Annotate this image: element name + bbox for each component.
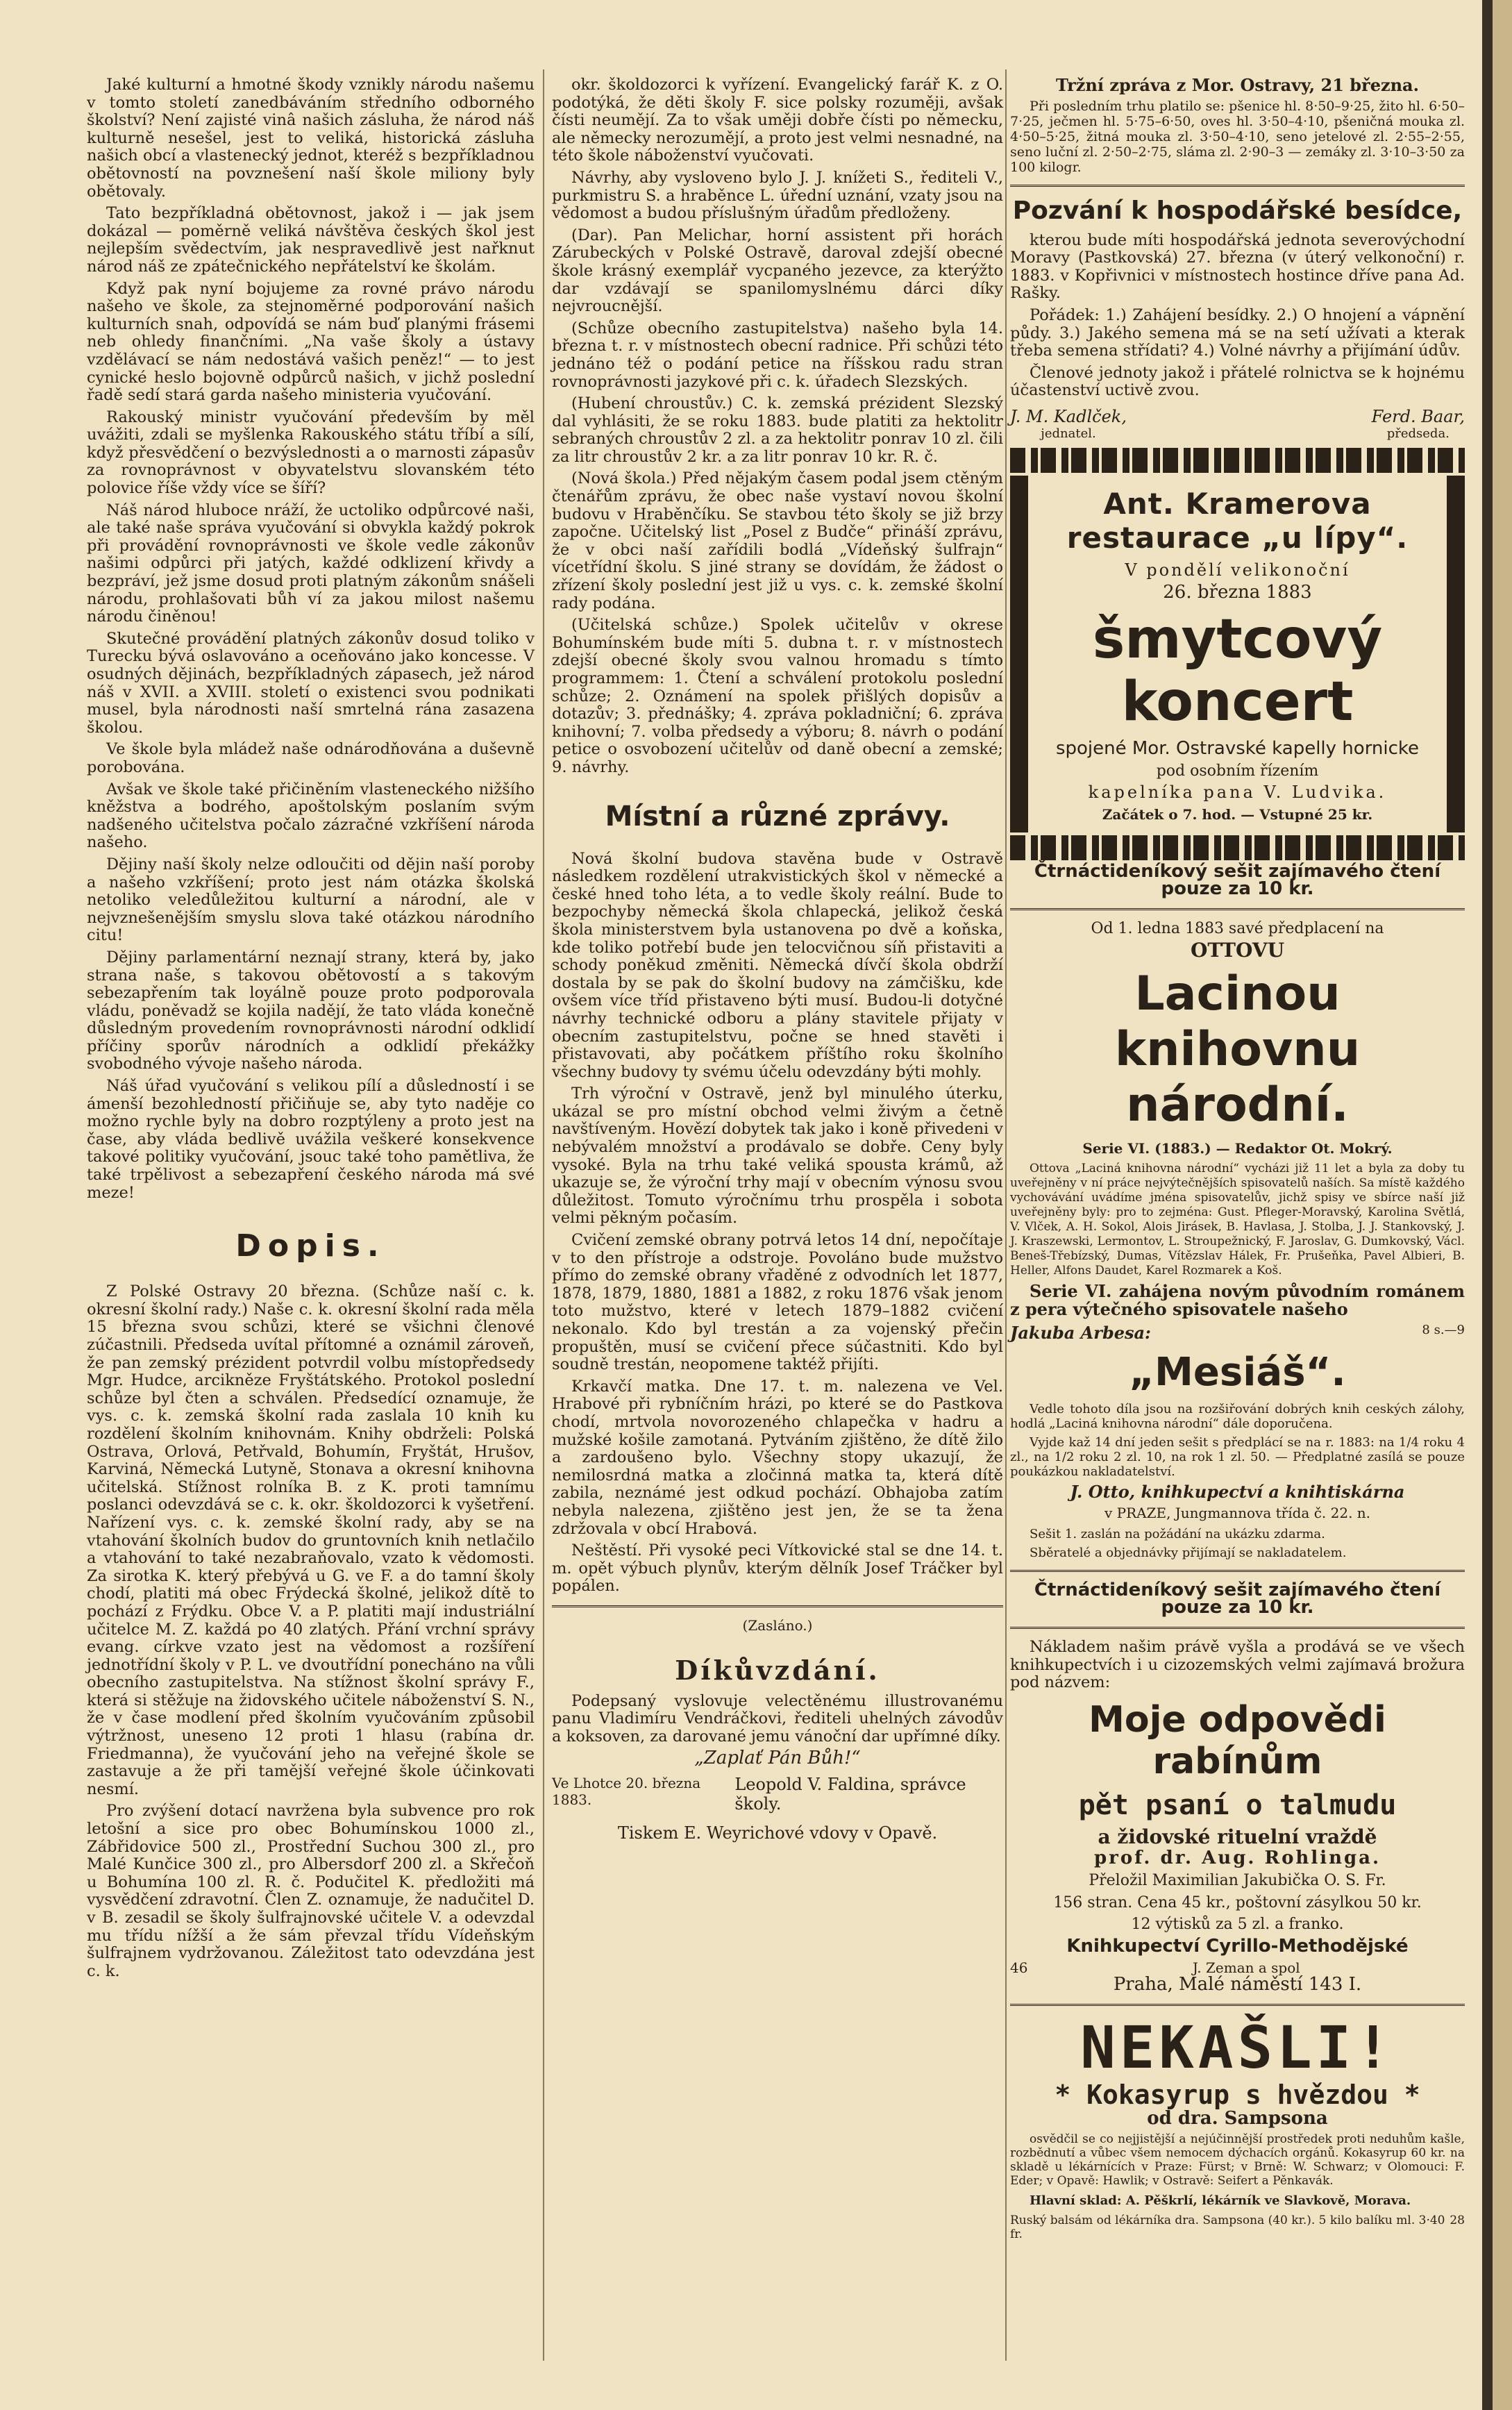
invitation-title: Pozvání k hospodářské besídce, [1012,196,1463,225]
concert-lead: pod osobním řízením [1156,762,1319,780]
section-heading-news: Místní a různé zprávy. [605,800,950,832]
sesit-ad-1: Čtrnáctideníkový sešit zajímavého čtení pouze za 10 kr. [1034,860,1441,900]
printer-line: Tiskem E. Weyrichové vdovy v Opavě. [617,1823,938,1843]
rabin-author: prof. dr. Aug. Rohlinga. [1093,1848,1381,1869]
dikuvzdani-title: Díkůvzdání. [675,1654,880,1686]
article-paragraph: Dějiny naší školy nelze odloučiti od dějin naší poroby a našeho vzkříšení; proto jest nám otázka školská netoliko veledůležitou kulturní a národní, ale v nejvznešenějším smyslu slova také otázkou národního citu! [87,855,535,945]
otto-prices: Vyjde kaž 14 dní jeden sešit s předplácí se na r. 1883: na 1/4 roku 4 zl., na 1/2 roku 2 zl. 10, na rok 1 zl. 50. — Předplatné zasílá se pouze poukázkou nakladatelství. [1010,1434,1465,1479]
divider [552,1605,1003,1607]
otto-author-number: 8 s.—9 [1422,1322,1465,1337]
news-paragraph: Cvičení zemské obrany potrvá letos 14 dní, nepočítaje v to den přístroje a odstroje. Povoláno bude mužstvo přímo do zemské obrany vřaděné z odvodních let 1877, 1878, 1879, 1880, 1881 a 1882, z roku 1876 však jenom toto mužstvo, které v letech 1879–1882 cvičení nekonalo. Kdo byl trestán a za vojenský přečin propuštěn, musí se cvičení přece súčastniti. Kdo byl soudně trestán, neopomene taktéž přijíti. [552,1231,1003,1374]
otto-text: Ottova „Laciná knihovna národní“ vycházi již 11 let a byla za doby tu uveřejněny v ní práce nejvýtečnějších spisovatelů naších. Sa místě každého vychovávání uvádíme jména spisovatelův, jichž spisy ve sbírce naší již uveřejněny byly: pro to zejména: Gust. Pfleger-Moravský, Karolina Světlá, V. Vlček, A. H. Sokol, Alois Jirásek, B. Havlasa, J. Stolba, J. J. Stankovský, J. J. Kraszewski, Lermontov, L. Stroupežnický, F. Jaroslav, G. Dumkovský, Václ. Beneš-Třebízský, Dumas, Vítězslav Hálek, Fr. Prušeňka, Pavel Albieri, B. Heller, Alfons Daudet, Karel Rozmarek a Koš. [1010,1162,1465,1278]
rabin-number: 46 [1010,1959,1028,1977]
otto-firm: J. Otto, knihkupectví a knihtiskárna [1070,1481,1405,1502]
otto-serie-2: Serie VI. zahájena novým původním románem z pera výtečného spisovatele našeho [1010,1281,1465,1320]
rabin-city: Praha, Malé náměstí 143 I. [1113,1974,1362,1995]
news-paragraph: Trh výroční v Ostravě, jenž byl minulého úterku, ukázal se pro místní obchod velmi živým a četně navštíveným. Hovězí dobytek tak jako i koně přivedeni v nebývalém množství a prodávalo se dobře. Ceny byly vysoké. Byla na trhu také veliká spousta krámů, až ukazuje se, že výroční trhy mají v obecním výnosu svou důležitost. Tomuto výročnímu trhu prospěla i sobota velmi pěkným počasím. [552,1085,1003,1228]
concert-restaurant: Ant. Kramerova restaurace „u lípy“. [1066,486,1409,555]
concert-band: spojené Mor. Ostravské kapelly hornicke [1055,738,1420,760]
ornamental-border [1010,448,1465,473]
column-3 [1010,76,1465,2241]
news-paragraph: Nová školní budova stavěna bude v Ostravě následkem rozdělení utrakvistických škol v německé a české hned toho léta, a to vedle školy reální. Bude to bezpochyby německá škola chlapecká, jelikož česká škola ministerstvem byla ustanovena po dvě a koňska, kde toliko potřebí bude jen telocvičnou síň přistaviti a schody poněkud změniti. Německá dívčí škola obdrží dostala by se pak do školní budovy na zámčišku, kde ovšem více tříd přistaveno býti musí. Budou-li dotyčné návrhy technické odboru a plány stavitele přijaty v obecním zastupitelstvu, počne se hned stavěti i přistavovati, aby počátkem příštího roku školního všechny budovy ty svému účelu odevzdány býti mohly. [552,849,1003,1081]
divider [1010,908,1465,910]
kokasyrup-text: osvědčil se co nejjistější a nejúčinnější prostředek proti neduhům kašle, rozbědnutí a vůbec všem nemocem dýchacích orgánů. Kokasyrup 60 kr. na skladě u lékárnících v Praze: Fürst; v Brně: W. Schwarz; v Olomouci: F. Eder; v Opavě: Hawlik; v Ostravě: Seifert a Pěnkavák. [1010,2132,1465,2188]
sesit-ad-2: Čtrnáctideníkový sešit zajímavého čtení pouze za 10 kr. [1034,1579,1441,1618]
column-rule [1005,69,1007,2361]
signature-left: J. M. Kadlček, [1010,406,1127,426]
rabin-intro: Nákladem našim právě vyšla a prodává se ve všech knihkupectvích i u cizozemských velmi zajímavá brožura pod názvem: [1010,1638,1465,1692]
mesias-text: Vedle tohoto díla jsou na rozšiřování dobrých knih ceských zálohy, hodlá „Laciná knihovna národní“ dále doporučena. [1010,1401,1465,1431]
article-paragraph: Skutečné provádění platných zákonův dosud toliko v Turecku bývá oslavováno a oceňováno jako koncesse. V osudných dějinách, bezpříkladných zápasech, jež národ náš v XVII. a XVIII. století o existenci svou podnikati musel, byla národnosti naší smrtelná rána zasazena školou. [87,629,535,737]
nekasli-title: NEKAŠLI! [1080,2013,1395,2082]
column-1 [87,76,535,1984]
article-paragraph: Jaké kulturní a hmotné škody vznikly národu našemu v tomto století zanedbáváním středního odborného školství? Není zajisté vinâ našich zásluha, že národ náš kulturně nesešel, jest to veliká, historická zásluha našich obcí a vlastenecký jednot, kteréž s bezpříkladnou obětovností na povznešení naší škole miliony byly obětovaly. [87,76,535,201]
rabin-subtitle: pět psaní o talmudu [1078,1789,1397,1821]
otto-serie: Serie VI. (1883.) — Redaktor Ot. Mokrý. [1082,1139,1393,1157]
column-2 [552,76,1003,1846]
dikuvzdani-text: Podepsaný vyslovuje velectěnému illustrovanému panu Vladimíru Vendráčkovi, řediteli uhelných závodův a koksoven, za darované jemu vánoční dar upřímné díky. [552,1691,1003,1746]
concert-master: kapelníka pana V. Ludvika. [1088,783,1387,803]
article-paragraph: Tato bezpříkladná obětovnost, jakož i — jak jsem dokázal — poměrně veliká návštěva českých škol jest nejlepším svědectvím, jak nespravedlivě jest nařknut národ náš ze zpátečnického nepřátelství ke školám. [87,204,535,276]
article-paragraph: Ve škole byla mládež naše odnárodňována a duševně porobována. [87,740,535,776]
kokasyrup-title: * Kokasyrup s hvězdou * [1055,2079,1420,2110]
divider [1010,185,1465,187]
otto-sesit: Sešit 1. zaslán na požádání na ukázku zdarma. [1030,1526,1325,1541]
article-paragraph: Náš národ hluboce nráží, že uctoliko odpůrcové naši, ale také naše správa vyučování si obvykla každý pokrok při provádění rovnoprávnosti ve škole vedle zákonův našimi odpůrci při jatých, každé odklizení křivdy a bezpráví, jež jsme dosud proti platným zákonům snášeli národu, prohlašovati bůh ví za jakou milost našemu národu činěnou! [87,501,535,626]
rabin-publisher-2: J. Zeman a spol [1192,1959,1300,1977]
letter-paragraph: Z Polské Ostravy 20 března. (Schůze naší c. k. okresní školní rady.) Naše c. k. okresní školní rada měla 15 března svou schůzi, které se všichni členové zúčastnili. Předseda uvítal přítomné a oznámil zároveň, že pan zemský prézident potvrdil volbu místopředsedy Mgr. Hudce, arciknězе Fryštátského. Protokol poslední schůze byl čten a schválen. Předsedící oznamuje, že vys. c. k. zemská školní rada zaslala 10 knih ku rozdělení školním knihovnám. Knihy obdrželi: Polská Ostrava, Orlová, Petřvald, Bohumín, Fryštát, Hrušov, Karviná, Německá Lutyně, Stonava a okresní knihovna učitelská. Stížnost rolníka B. z K. proti tamnímu poslanci odevzdává se c. k. okr. školdozorci k vyšetření. Nařízení vys. c. k. zemské školní rady, aby se na vtahování školních budov do gruntovních knih netlačilo a vtahování to také nezabraňovalo, vzato k vědomosti. Za sirotka K. který přebývá u G. ve F. a do tamní školy chodí, platiti má obec Frýdecká školné, jelikož dítě to pochází z Frýdku. Obce V. a P. platiti mají industriální učitelce M. Z. každá po 40 zlatých. Přání vrchní správy evang. církve vzato jest na vědomost a rozšíření jednotřídní školy v P. L. ve dvoutřídní ponecháno na vůli obecního zastupitelstva. Na stížnost školní správy F., která si stěžuje na židovského učitele náboženství S. N., že v čase modlení před školním vyučováním způsobil výtržnost, uneseno 12 proti 1 hlasu (rabína dr. Friedmanna), že vyučování jeho na veřejné škole se zastavuje a že při tamější veřejné škole účinkovati nesmí. [87,1282,535,1798]
invitation-text: kterou bude míti hospodářská jednota severovýchodní Moravy (Pastkovská) 27. března (v úterý velkonoční) r. 1883. v Kopřivnici v místnostech hostince dříve pana Ad. Rašky. [1010,231,1465,303]
article-paragraph: (Učitelská schůze.) Spolek učitelův v okrese Bohumínském bude míti 5. dubna t. r. v místnostech zdejší obecné školy svou valnou hromadu s tímto programmem: 1. Čtení a schválení protokolu poslední schůze; 2. Oznámení na spolek přišlých dopisův a dotazův; 3. přednášky; 4. zpráva pokladniční; 6. zpráva knihovní; 7. volba předsedy a výboru; 8. návrh o podání petice o osvobození učitelův od daně obecní a zemské; 9. návrhy. [552,616,1003,776]
next-page-strip [1493,0,1512,2410]
signature-right: Ferd. Baar, [1371,406,1465,426]
article-paragraph: (Nová škola.) Před nějakým časem podal jsem ctěným čtenářům zprávu, že obec naše vystaví novou školní budovu v Hraběnčíku. Se stavbou této školy se již brzy započne. Učitelský list „Posel z Budče“ přináší zprávu, že v obci naší zařídili bodlá „Vídeňský šulfrajn“ vícetřídní školu. S jiné strany se dovídám, že žádost o zřízení školy poslední jest již u vys. c. k. zemské školní rady podána. [552,469,1003,612]
news-paragraph: Krkavčí matka. Dne 17. t. m. nalezena ve Vel. Hrabové při rybníčním hrázi, po které se do Pastkova chodí, mrtvola novorozeného chlapečka v hadru a mužské košile zamotaná. Pytváním zjištěno, že dítě žilo a zardoušeno bylo. Všechny stopy ukazují, že nemilosrdná matka a zločinná matka ta, která dítě zabila, neznámé jest odkud pochází. Obhajoba zatím nebyla nalezena, zjištěno jest jen, že se ta žena zdržovala v obcí Hrabová. [552,1377,1003,1538]
concert-advert [1010,476,1465,832]
section-heading-dopis: Dopis. [235,1228,386,1264]
invitation-members: Členové jednoty jakož i přátelé rolnictva se k hojnému účastenství uctivě zvou. [1010,363,1465,400]
market-report-text: Při posledním trhu platilo se: pšenice hl. 8·50–9·25, žito hl. 6·50–7·25, ječmen hl. 5·75–6·50, oves hl. 3·50–4·10, pšeničná mouka zl. 4·50–5·25, žitná mouka zl. 3·50–4·10, seno jetelové zl. 2·55–2·55, seno luční zl. 2·50–2·75, sláma zl. 2·90–3 — zemáky zl. 3·10–3·50 za 100 kilogr. [1010,98,1465,175]
kokasyrup-main-store: Hlavní sklad: A. Pěškrlí, lékárník ve Slavkově, Morava. [1030,2193,1411,2208]
article-paragraph: Náš úřad vyučování s velikou pílí a důsledností i se ámenší bezohledností přičiňuje se, aby tyto naděje co možno rychle byly na dobro rozptýleny a proto jest na čase, aby vláda bedlivě uvážila veškeré konsekvence takové politiky vyučování, jsouc také toho pamětliva, že také trpělivost a sebezapření českého národa má své meze! [87,1077,535,1202]
otto-author: Jakuba Arbesa: [1010,1322,1151,1343]
dikuvzdani-quote: „Zaplať Pán Bůh!“ [694,1748,861,1769]
article-paragraph: Dějiny parlamentární neznají strany, která by, jako strana naše, s takovou obětovostí a s takovým sebezapřením tak loyálně pouze proto podporovala vládu, poněvadž se kojila nadějí, že tato vláda konečně důsledným provedením rovnoprávnosti národní odklidí příčiny sporův národních a odklidí překážky svobodného vývoje našeho národa. [87,948,535,1073]
rabin-translator: Přeložil Maximilian Jakubička O. S. Fr. [1089,1872,1386,1889]
article-paragraph: (Schůze obecního zastupitelstva) našeho byla 14. března t. r. v místnostech obecní radnice. Při schůzi této jednáno též o podání petice na říšskou radu stran rovnoprávnosti jazykové při c. k. úřadech Slezských. [552,319,1003,391]
signature-left-role: jednatel. [1041,426,1096,441]
letter-paragraph: Pro zvýšení dotací navržena byla subvence pro rok letošní a sice pro obec Bohumínskou 1000 zl., Zábřidovice 500 zl., Prostřední Suchou 300 zl., pro Malé Kunčice 300 zl., pro Albersdorf 200 zl. a Skřečoň u Bohumína 100 zl. R. č. Podučitel K. předložiti má vysvědčení zdravotní. Člen Z. oznamuje, že nadučitel D. v B. zesadil se školy šulfrajnovské učitele V. a odevzdal mu třídu nížší a že sám převzal třídu Vídeňským šulfrajnem vydržovanou. Záležitost tato odevzdána jest c. k. [87,1802,535,1980]
rabin-price: 156 stran. Cena 45 kr., poštovní zásylkou 50 kr. [1053,1893,1422,1911]
rabin-title: Moje odpovědi rabínům [1089,1698,1386,1782]
kokasyrup-subtitle: od dra. Sampsona [1147,2107,1328,2129]
otto-orders: Sběratelé a objednávky přijímají se nakladatelem. [1030,1545,1347,1560]
divider [1010,2004,1465,2006]
rabin-publisher: Knihkupectví Cyrillo-Methodějské [1066,1935,1409,1957]
dikuvzdani-signature: Leopold V. Faldina, správce školy. [734,1774,966,1814]
article-paragraph: (Hubení chroustův.) C. k. zemská prézident Slezský dal vyhlásiti, že se roku 1883. bude platiti za hektolitr sebraných chroustův 2 zl. a za hektolitr ponrav 10 zl. čili za litr chroustův 2 kr. a za litr ponrav 10 kr. R. č. [552,394,1003,466]
divider [1010,1627,1465,1629]
dikuvzdani-place: Ve Lhotce 20. března 1883. [552,1774,701,1808]
otto-place: v PRAZE, Jungmannova třída č. 22. n. [1104,1505,1371,1522]
news-paragraph: Neštěstí. Při vysoké peci Vítkovické stal se dne 14. t. m. opět výbuch plynův, kterým dělník Josef Tráčker byl popálen. [552,1541,1003,1596]
article-paragraph: (Dar). Pan Melichar, horní assistent při horách Zárubeckých v Polské Ostravě, daroval zdejší obecné škole krásný exemplář vycpaného jezevce, za kterýžto dar vzdávají se spanilomyslnému dárci díky nejvroucnější. [552,226,1003,316]
otto-library-title: Lacinou knihovnu národní. [1114,966,1361,1132]
rabin-subtitle-2: a židovské rituelní vraždě [1098,1825,1377,1848]
rusky-number: 28 [1450,2214,1465,2228]
article-paragraph: Rakouský ministr vyučování především by měl uvážiti, zdali se myšlenka Rakouského státu tříbí a sílí, když přesvědčení o bezvýslednosti a o marnosti zápasův za rovnoprávnost v obyvatelstvu slovanském této polovice říše vždy více se šíří? [87,408,535,498]
article-paragraph: Návrhy, aby vysloveno bylo J. J. knížeti S., řediteli V., purkmistru S. a hraběnce L. úřední uznání, vzaty jsou na vědomost a budou příslušným úřadům předloženy. [552,168,1003,223]
concert-day: V pondělí velikonoční [1125,560,1350,580]
zaslano-label: (Zasláno.) [742,1616,813,1634]
otto-intro: Od 1. ledna 1883 savé předplacení na [1091,919,1384,937]
concert-date: 26. března 1883 [1163,581,1312,603]
ornamental-border [1010,835,1465,860]
otto-name: OTTOVU [1190,939,1285,962]
article-paragraph: okr. školdozorci k vyřízení. Evangelický farář K. z O. podotýká, že děti školy F. sice polsky rozuměji, avšak čísti neumějí. Za to však uměji dobře čísti po německu, ale německy nerozumějí, a proto jest velmi nesnadné, na této škole náboženství vyučovati. [552,76,1003,165]
rusky-balsam: Ruský balsám od lékárníka dra. Sampsona (40 kr.). 5 kilo balíku ml. 3·40 fr. [1010,2214,1445,2242]
concert-time: Začátek o 7. hod. — Vstupné 25 kr. [1102,805,1373,823]
market-report-title: Tržní zpráva z Mor. Ostravy, 21 března. [1056,75,1419,95]
article-paragraph: Avšak ve škole také přičiněním vlasteneckého nižšího kněžstva a bodrého, apoštolským poslaním svým nadšeného učitelstva počalo zázračné vzkříšení národa našeho. [87,780,535,852]
invitation-agenda: Pořádek: 1.) Zahájení besídky. 2.) O hnojení a vápnění půdy. 3.) Jakého semena má se na setí užívati a kterak třeba semena střídati? 4.) Volné návrhy a přijímání údův. [1010,306,1465,360]
invitation-signatures [1010,407,1465,441]
divider [1010,1570,1465,1572]
signature-right-role: předseda. [1386,426,1450,441]
concert-title: šmytcový koncert [1092,608,1383,734]
article-paragraph: Když pak nyní bojujeme za rovné právo národu našeho ve škole, za stejnoměrné podporování našich kulturních snah, odpovídá se nám buď planými frásemi neb ohledy finančními. „Na vaše školy a ústavy vzdělávací se nám nedostává vašich peněz!“ — to jest cynické heslo bojovně odpůrců našich, v jichž poslední řadě sedí stará garda našeho ministeria vyučování. [87,279,535,405]
rabin-bulk: 12 výtisků za 5 zl. a franko. [1131,1916,1344,1934]
mesias-title: „Mesiáš“. [1129,1349,1346,1395]
column-rule [543,69,544,2361]
